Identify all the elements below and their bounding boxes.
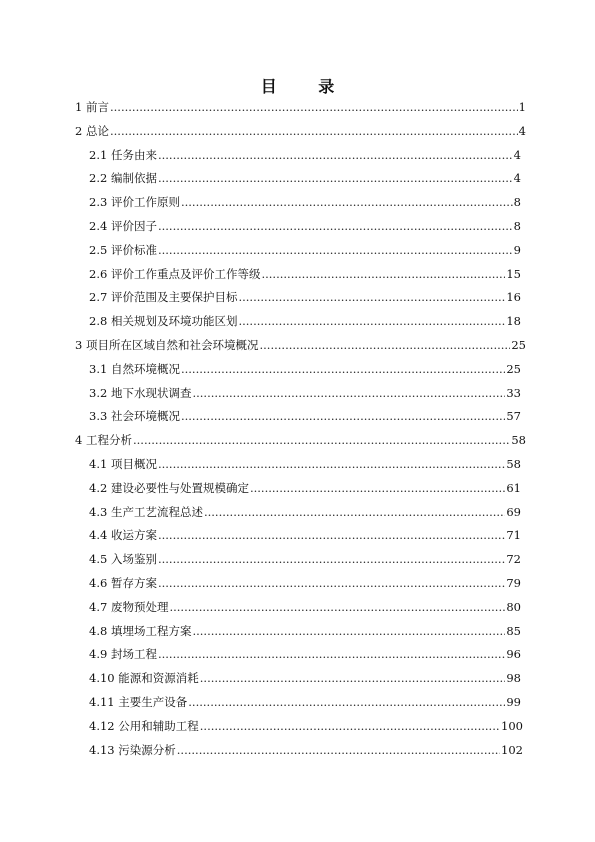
toc-entry-label: 4.10 能源和资源消耗 [89,671,199,686]
toc-entry[interactable] [89,288,521,306]
toc-entry-label: 4.13 污染源分析 [89,742,176,757]
toc-entry-label: 2.2 编制依据 [89,171,157,186]
toc-dot-leader [110,98,518,116]
toc-entry-page-number: 33 [506,385,521,400]
toc-entry[interactable] [89,503,521,521]
toc-entry[interactable] [89,384,521,402]
toc-entry-label: 2 总论 [75,123,109,138]
toc-entry-label: 4.5 入场鉴别 [89,552,157,567]
toc-dot-leader [250,479,505,497]
toc-entry-label: 2.8 相关规划及环境功能区划 [89,314,238,329]
toc-entry-page-number: 16 [506,290,521,305]
toc-entry[interactable] [89,598,521,616]
toc-entry[interactable] [89,574,521,592]
toc-entry-page-number: 4 [513,171,521,186]
toc-entry[interactable] [89,193,521,211]
toc-dot-leader [158,146,513,164]
toc-entry-label: 4 工程分析 [75,433,132,448]
toc-dot-leader [110,122,518,140]
toc-dot-leader [158,169,513,187]
toc-dot-leader [158,241,513,259]
toc-entry-page-number: 99 [506,695,521,709]
toc-entry-label: 2.5 评价标准 [89,242,157,257]
toc-entry-label: 1 前言 [75,100,109,114]
toc-entry-page-number: 98 [506,671,521,686]
toc-dot-leader [158,217,513,235]
toc-entry-label: 4.7 废物预处理 [89,599,169,614]
toc-entry-page-number: 79 [506,576,521,590]
toc-entry[interactable] [89,645,521,663]
toc-entry-page-number: 72 [506,552,521,567]
toc-entry-label: 3.2 地下水现状调查 [89,385,192,400]
toc-dot-leader [158,526,505,544]
toc-entry-page-number: 15 [506,266,521,281]
toc-entry[interactable] [89,550,521,568]
toc-entry-page-number: 9 [513,242,521,257]
toc-entry-page-number: 102 [501,742,523,757]
toc-entry-label: 2.4 评价因子 [89,219,157,233]
toc-entry-page-number: 25 [506,361,521,376]
toc-entry[interactable] [89,455,521,473]
toc-entry-page-number: 8 [513,195,521,210]
toc-dot-leader [259,336,510,354]
toc-dot-leader [177,741,500,759]
toc-dot-leader [158,645,505,663]
toc-entry[interactable] [75,98,526,116]
toc-entry-page-number: 71 [506,528,521,543]
toc-dot-leader [238,312,505,330]
toc-entry[interactable] [89,241,521,259]
toc-dot-leader [158,574,505,592]
toc-entry-label: 4.6 暂存方案 [89,576,157,590]
toc-entry-page-number: 69 [506,504,521,519]
toc-entry[interactable] [89,479,521,497]
toc-entry[interactable] [89,407,521,425]
toc-entry-page-number: 96 [506,647,521,662]
toc-entry-page-number: 18 [506,314,521,329]
toc-entry-page-number: 85 [506,623,521,638]
toc-entry-label: 2.7 评价范围及主要保护目标 [89,290,238,305]
toc-entry[interactable] [89,217,521,235]
toc-dot-leader [192,384,505,402]
toc-entry-page-number: 58 [506,457,521,471]
toc-dot-leader [158,455,505,473]
toc-entry[interactable] [89,717,523,735]
toc-entry[interactable] [89,693,521,711]
toc-entry-label: 4.2 建设必要性与处置规模确定 [89,480,249,495]
toc-dot-leader [200,717,500,735]
toc-entry[interactable] [89,741,523,759]
toc-entry[interactable] [75,122,526,140]
toc-dot-leader [169,598,505,616]
toc-entry-page-number: 58 [511,433,526,448]
toc-dot-leader [261,265,505,283]
toc-entry-label: 3 项目所在区域自然和社会环境概况 [75,338,259,352]
toc-dot-leader [238,288,505,306]
toc-entry-page-number: 61 [506,480,521,495]
toc-entry-label: 3.1 自然环境概况 [89,361,180,376]
toc-dot-leader [181,193,513,211]
toc-entry[interactable] [89,526,521,544]
toc-entry-page-number: 4 [513,147,521,162]
toc-dot-leader [200,669,506,687]
toc-dot-leader [204,503,505,521]
toc-entry-label: 2.3 评价工作原则 [89,195,180,210]
toc-entry-label: 4.11 主要生产设备 [89,695,188,709]
toc-entry[interactable] [89,669,521,687]
toc-dot-leader [192,622,505,640]
toc-entry-label: 2.1 任务由来 [89,147,157,162]
toc-title: 目 录 [260,77,353,96]
toc-dot-leader [188,693,505,711]
toc-entry-label: 2.6 评价工作重点及评价工作等级 [89,266,261,281]
toc-dot-leader [181,360,505,378]
toc-entry-page-number: 1 [518,100,526,114]
toc-entry[interactable] [89,360,521,378]
toc-entry[interactable] [75,336,526,354]
toc-entry-label: 4.12 公用和辅助工程 [89,718,199,733]
toc-entry-page-number: 4 [518,123,526,138]
toc-dot-leader [133,431,510,449]
toc-entry-page-number: 8 [513,219,521,233]
toc-entry-page-number: 80 [506,599,521,614]
toc-entry-label: 4.3 生产工艺流程总述 [89,504,203,519]
toc-entry-page-number: 57 [506,409,521,424]
toc-entry-label: 3.3 社会环境概况 [89,409,180,424]
toc-entry[interactable] [89,622,521,640]
toc-entry-label: 4.1 项目概况 [89,457,157,471]
toc-entry[interactable] [75,431,526,449]
toc-dot-leader [181,407,505,425]
toc-entry-label: 4.8 填埋场工程方案 [89,623,192,638]
toc-entry-label: 4.4 收运方案 [89,528,157,543]
toc-entry-page-number: 100 [501,718,523,733]
toc-entry-page-number: 25 [511,338,526,352]
toc-entry[interactable] [89,169,521,187]
toc-entry-label: 4.9 封场工程 [89,647,157,662]
toc-entry[interactable] [89,146,521,164]
toc-entry[interactable] [89,312,521,330]
toc-entry[interactable] [89,265,521,283]
toc-dot-leader [158,550,505,568]
